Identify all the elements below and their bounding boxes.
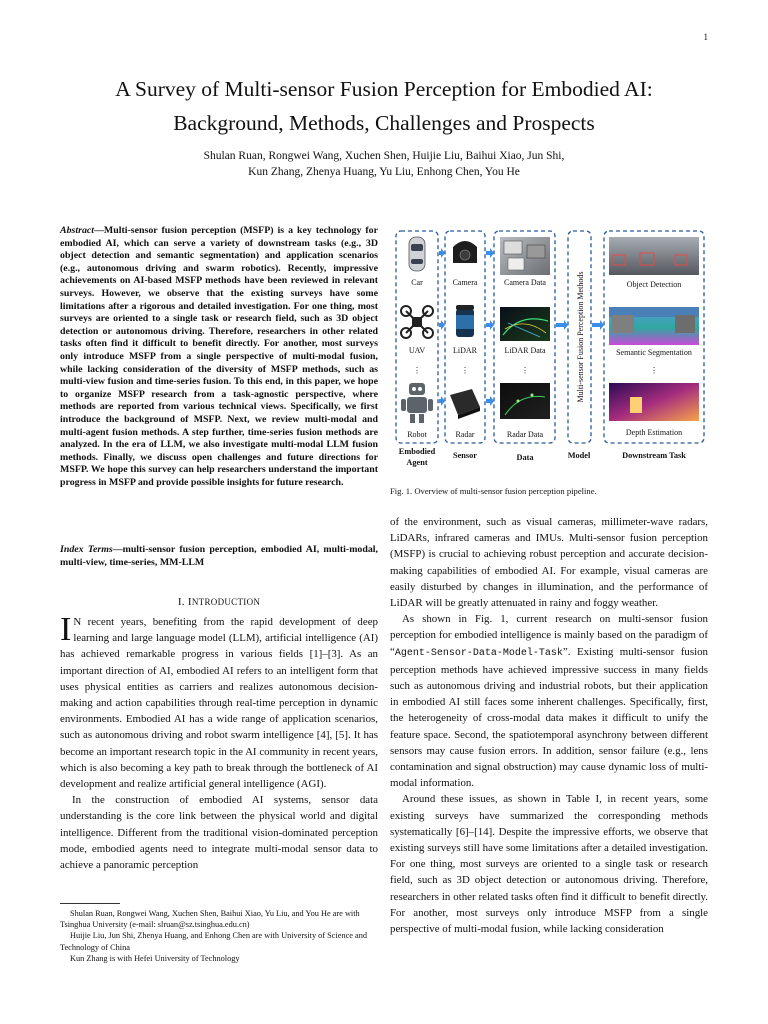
paper-title	[0, 72, 768, 140]
title-line-1: A Survey of Multi-sensor Fusion Perception for Embodied AI:	[115, 77, 653, 101]
section-numeral: I.	[177, 596, 185, 608]
ellipsis-sensor: ⋮	[461, 366, 469, 375]
col-label-sensor: Sensor	[453, 451, 477, 460]
intro-paragraph-1	[60, 611, 378, 792]
sensor-label-radar: Radar	[455, 430, 475, 439]
car-icon	[409, 237, 425, 271]
authors-line-1: Shulan Ruan, Rongwei Wang, Xuchen Shen, Huijie Liu, Baihui Xiao, Jun Shi,	[203, 150, 565, 162]
footnote-1: Shulan Ruan, Rongwei Wang, Xuchen Shen, Baihui Xiao, Yu Liu, and You He are with Tsinghua University (e-mail: slruan@sz.tsinghua.edu.cn)	[60, 909, 360, 930]
object-detection-image	[609, 237, 699, 275]
author-list	[0, 148, 768, 180]
sensor-label-camera: Camera	[452, 278, 478, 287]
authors-line-2: Kun Zhang, Zhenya Huang, Yu Liu, Enhong Chen, You He	[248, 166, 520, 178]
radar-icon	[450, 389, 480, 419]
task-label-object-detection: Object Detection	[626, 280, 682, 289]
index-terms-label: Index Terms	[60, 544, 113, 555]
title-line-2: Background, Methods, Challenges and Prospects	[173, 111, 595, 135]
radar-data-image	[500, 383, 550, 419]
intro-paragraph-4: Around these issues, as shown in Table I, in recent years, some existing surveys have summarized the corresponding methods systematically [6]–[14]. Despite the impressive efforts, we observe that existing surveys still have some limitations after a detailed investigation. For one thing, most surveys are oriented to a single task or research field, such as 3D object detection or autonomous driving. Therefore, researchers in other related tasks often find it difficult to benefit directly. For another, most surveys only introduce MSFP from a single perspective of multi-modal fusion, while lacking consideration	[390, 793, 708, 936]
lidar-icon	[456, 305, 474, 337]
flow-arrow	[592, 320, 604, 330]
p3-text-b: ”. Existing multi-sensor fusion perception methods have achieved impressive success in many fields such as autonomous driving and industrial robots, but their application in embodied AI still faces some inherent challenges. Specifically, first, the heterogeneity of cross-modal data makes it difficult to unify the feature space. Second, the spatiotemporal asynchrony between different sensors may cause fusion errors. In addition, sensor failure (e.g., lens contamination and signal obstruction) may cause dynamic loss of multi-modal information.	[390, 645, 708, 790]
footnotes	[60, 908, 378, 964]
intro-p1-text: N recent years, benefiting from the rapid development of deep learning and large language model (LLM), artificial intelligence (AI) has achieved remarkable progress in various fields [1]–[3]. As an important direction of AI, embodied AI refers to an intelligent form that uses physical entities as carriers and realizes autonomous decision-making and action capabilities through real-time perception in dynamic environments. Embodied AI has a wide range of application scenarios, such as autonomous driving and robot swarm intelligence [4], [5]. It has become an important research topic in the AI community in recent years, which is also becoming a key path to break through the bottleneck of AI development and realize artificial general intelligence (AGI).	[60, 616, 378, 791]
drop-cap: I	[60, 611, 72, 648]
section-heading-introduction	[60, 596, 378, 608]
figure-caption: Fig. 1. Overview of multi-sensor fusion perception pipeline.	[390, 486, 597, 496]
col-label-agent-2: Agent	[406, 458, 428, 467]
agent-label-uav: UAV	[408, 346, 426, 355]
task-label-depth: Depth Estimation	[625, 428, 683, 437]
uav-icon	[401, 306, 433, 338]
data-label-lidar: LiDAR Data	[504, 346, 546, 355]
index-terms	[60, 544, 378, 569]
ellipsis-data: ⋮	[521, 366, 529, 375]
footnote-rule	[60, 903, 120, 904]
figure-1	[390, 225, 710, 480]
page-number: 1	[703, 32, 708, 42]
intro-right-column	[390, 514, 708, 937]
camera-icon	[453, 241, 477, 263]
task-label-segmentation: Semantic Segmentation	[616, 348, 692, 357]
col-label-agent-1: Embodied	[398, 447, 436, 456]
abstract-text: —Multi-sensor fusion perception (MSFP) is a key technology for embodied AI, which can serve a variety of downstream tasks (e.g., 3D object detection and semantic segmentation) and application scenarios (e.g., autonomous driving and swarm robotics). Recently, impressive achievements on AI-based MSFP methods have been reviewed in relevant surveys. However, we observe that the existing surveys have some limitations after a rigorous and detailed investigation. For one thing, most surveys are oriented to a single task or research field, such as 3D object detection or autonomous driving. Therefore, researchers in other related tasks often find it difficult to benefit directly. For another, most surveys only introduce MSFP from a single perspective of multi-modal fusion, while lacking consideration of the diversity of MSFP methods, such as multi-view fusion and time-series fusion. To this end, in this paper, we hope to organize MSFP research from a task-agnostic perspective, where methods are reported from various technical views. Specifically, we first introduce the background of MSFP. Next, we review multi-modal and multi-agent fusion methods. A step further, time-series fusion methods are analyzed. In the era of LLM, we also investigate multi-modal LLM fusion methods. Finally, we discuss open challenges and future directions for MSFP. We hope this survey can help researchers understand the important progress in MSFP and provide possible insights for future research.	[60, 225, 378, 488]
camera-data-image	[500, 237, 550, 275]
robot-icon	[401, 383, 433, 423]
section-first-letter: I	[187, 596, 192, 608]
flow-arrow	[486, 320, 494, 330]
intro-left-column	[60, 611, 378, 873]
data-label-radar: Radar Data	[506, 430, 544, 439]
col-label-model: Model	[567, 451, 591, 460]
lidar-data-image	[500, 307, 550, 341]
index-terms-text: —multi-sensor fusion perception, embodied AI, multi-modal, multi-view, time-series, MM-LLM	[60, 544, 379, 568]
paradigm-mono: Agent-Sensor-Data-Model-Task	[394, 647, 563, 659]
flow-arrow	[486, 248, 494, 258]
abstract	[60, 225, 378, 489]
semantic-segmentation-image	[609, 307, 699, 345]
intro-paragraph-3	[390, 611, 708, 791]
footnote-3: Kun Zhang is with Hefei University of Technology	[70, 953, 240, 963]
model-label: Multi-sensor Fusion Perception Methods	[576, 271, 585, 403]
intro-paragraph-continued: of the environment, such as visual cameras, millimeter-wave radars, LiDARs, infrared cameras and IMUs. Multi-sensor fusion perception (MSFP) is crucial to achieving robust perception and accurate decision-making capabilities of embodied AI. For example, visual cameras are easily disturbed by changes in illumination, and the performance of LiDAR will be greatly attenuated in rainy and foggy weather.	[390, 516, 708, 610]
flow-arrow	[439, 320, 445, 330]
p3-text-a: As shown in Fig. 1, current research on multi-sensor fusion perception for embodied intelligence is mainly based on the paradigm of “	[390, 613, 708, 658]
ellipsis-agent: ⋮	[413, 366, 421, 375]
depth-estimation-image	[609, 383, 699, 421]
flow-arrow	[439, 396, 445, 406]
intro-paragraph-2: In the construction of embodied AI systems, sensor data understanding is the core link between the physical world and digital intelligence. Different from the traditional vision-dominated perception mode, embodied agents need to integrate multi-modal sensor data to achieve a panoramic perception	[60, 794, 378, 872]
flow-arrow	[486, 396, 494, 406]
sensor-label-lidar: LiDAR	[453, 346, 477, 355]
footnote-2: Huijie Liu, Jun Shi, Zhenya Huang, and Enhong Chen are with University of Science and Technology of China	[60, 931, 368, 952]
col-label-task: Downstream Task	[622, 451, 686, 460]
flow-arrow	[556, 320, 568, 330]
agent-label-robot: Robot	[407, 430, 427, 439]
data-label-camera: Camera Data	[504, 278, 546, 287]
col-label-data: Data	[516, 453, 534, 462]
agent-label-car: Car	[411, 278, 423, 287]
abstract-label: Abstract	[60, 225, 95, 236]
ellipsis-task: ⋮	[650, 366, 658, 375]
section-rest: NTRODUCTION	[191, 597, 261, 607]
flow-arrow	[439, 248, 445, 258]
